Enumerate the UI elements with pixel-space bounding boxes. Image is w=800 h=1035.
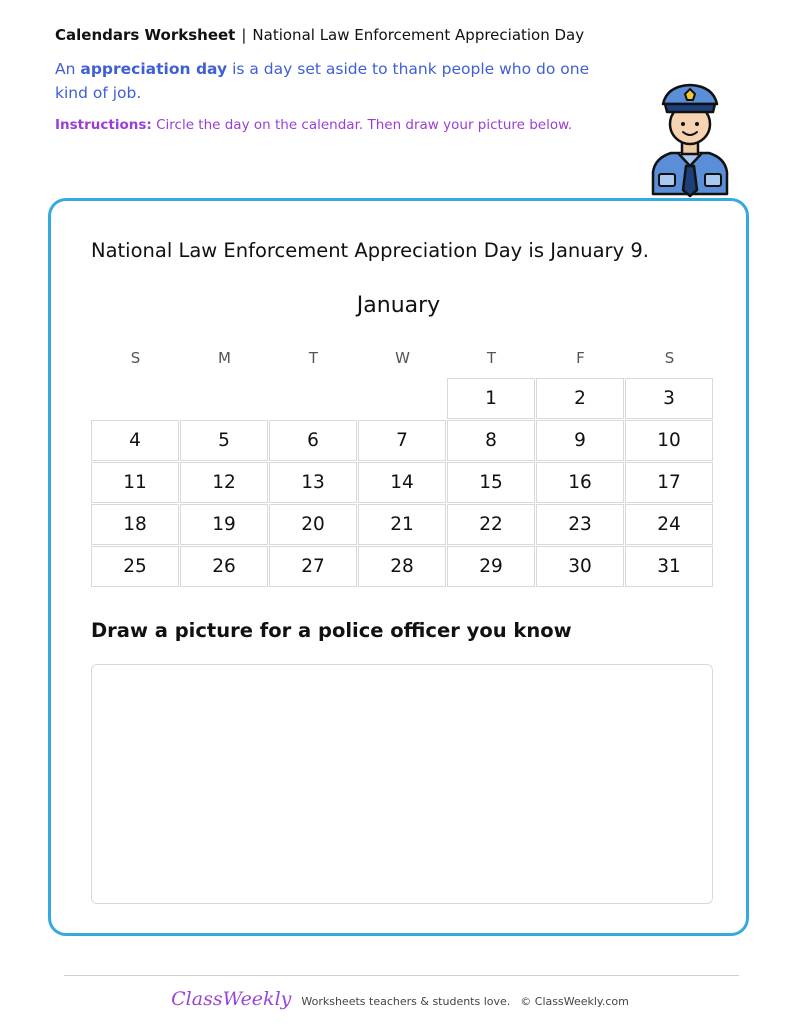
calendar-day[interactable]: 20 xyxy=(269,504,357,545)
brand-logo: ClassWeekly xyxy=(171,988,292,1010)
calendar-month-title: January xyxy=(356,293,441,318)
footer-tagline: Worksheets teachers & students love. xyxy=(301,995,511,1008)
weekday-header: T xyxy=(308,349,319,367)
definition-term: appreciation day xyxy=(80,60,228,78)
calendar-day[interactable]: 21 xyxy=(358,504,446,545)
calendar-day[interactable]: 24 xyxy=(625,504,713,545)
instructions-text: Circle the day on the calendar. Then draw your picture below. xyxy=(156,117,573,133)
weekday-header: S xyxy=(130,349,141,367)
calendar-day[interactable]: 16 xyxy=(536,462,624,503)
weekday-header: T xyxy=(486,349,497,367)
calendar-day[interactable]: 11 xyxy=(91,462,179,503)
header-separator: | xyxy=(241,26,247,44)
calendar-day[interactable]: 31 xyxy=(625,546,713,587)
date-sentence: National Law Enforcement Appreciation Day is January 9. xyxy=(91,239,649,262)
calendar-day[interactable]: 13 xyxy=(269,462,357,503)
instructions xyxy=(55,117,572,133)
calendar-day[interactable]: 2 xyxy=(536,378,624,419)
worksheet-topic: National Law Enforcement Appreciation Day xyxy=(252,26,585,44)
worksheet-card xyxy=(48,198,749,936)
footer xyxy=(0,988,800,1010)
weekday-header: W xyxy=(395,349,410,367)
worksheet-header xyxy=(55,26,584,44)
calendar-day[interactable]: 18 xyxy=(91,504,179,545)
police-officer-icon xyxy=(645,80,735,198)
calendar-day[interactable]: 1 xyxy=(447,378,535,419)
calendar-day[interactable]: 17 xyxy=(625,462,713,503)
worksheet-type: Calendars Worksheet xyxy=(55,26,236,44)
calendar-day[interactable]: 22 xyxy=(447,504,535,545)
definition-rest: is a day set aside to thank people who do one kind of job. xyxy=(55,60,590,102)
drawing-area[interactable] xyxy=(91,664,713,904)
calendar-day[interactable]: 27 xyxy=(269,546,357,587)
definition-text xyxy=(55,57,595,105)
calendar-day[interactable]: 23 xyxy=(536,504,624,545)
calendar-day[interactable]: 28 xyxy=(358,546,446,587)
calendar-day[interactable]: 19 xyxy=(180,504,268,545)
calendar-day[interactable]: 9 xyxy=(536,420,624,461)
weekday-header: S xyxy=(664,349,675,367)
instructions-label: Instructions: xyxy=(55,117,152,133)
calendar-day[interactable]: 30 xyxy=(536,546,624,587)
calendar-day[interactable]: 7 xyxy=(358,420,446,461)
calendar-day[interactable]: 15 xyxy=(447,462,535,503)
draw-prompt: Draw a picture for a police officer you know xyxy=(91,619,572,642)
calendar-day[interactable]: 6 xyxy=(269,420,357,461)
calendar-day[interactable]: 12 xyxy=(180,462,268,503)
calendar-day[interactable]: 14 xyxy=(358,462,446,503)
calendar-day[interactable]: 4 xyxy=(91,420,179,461)
calendar-day[interactable]: 10 xyxy=(625,420,713,461)
calendar-day[interactable]: 26 xyxy=(180,546,268,587)
calendar-day[interactable]: 25 xyxy=(91,546,179,587)
weekday-header: F xyxy=(576,349,585,367)
calendar-day[interactable]: 5 xyxy=(180,420,268,461)
definition-prefix: An xyxy=(55,60,76,78)
footer-divider xyxy=(64,975,739,976)
weekday-header: M xyxy=(218,349,231,367)
calendar-day[interactable]: 29 xyxy=(447,546,535,587)
calendar-day[interactable]: 8 xyxy=(447,420,535,461)
calendar-day[interactable]: 3 xyxy=(625,378,713,419)
footer-copyright: © ClassWeekly.com xyxy=(520,995,629,1008)
